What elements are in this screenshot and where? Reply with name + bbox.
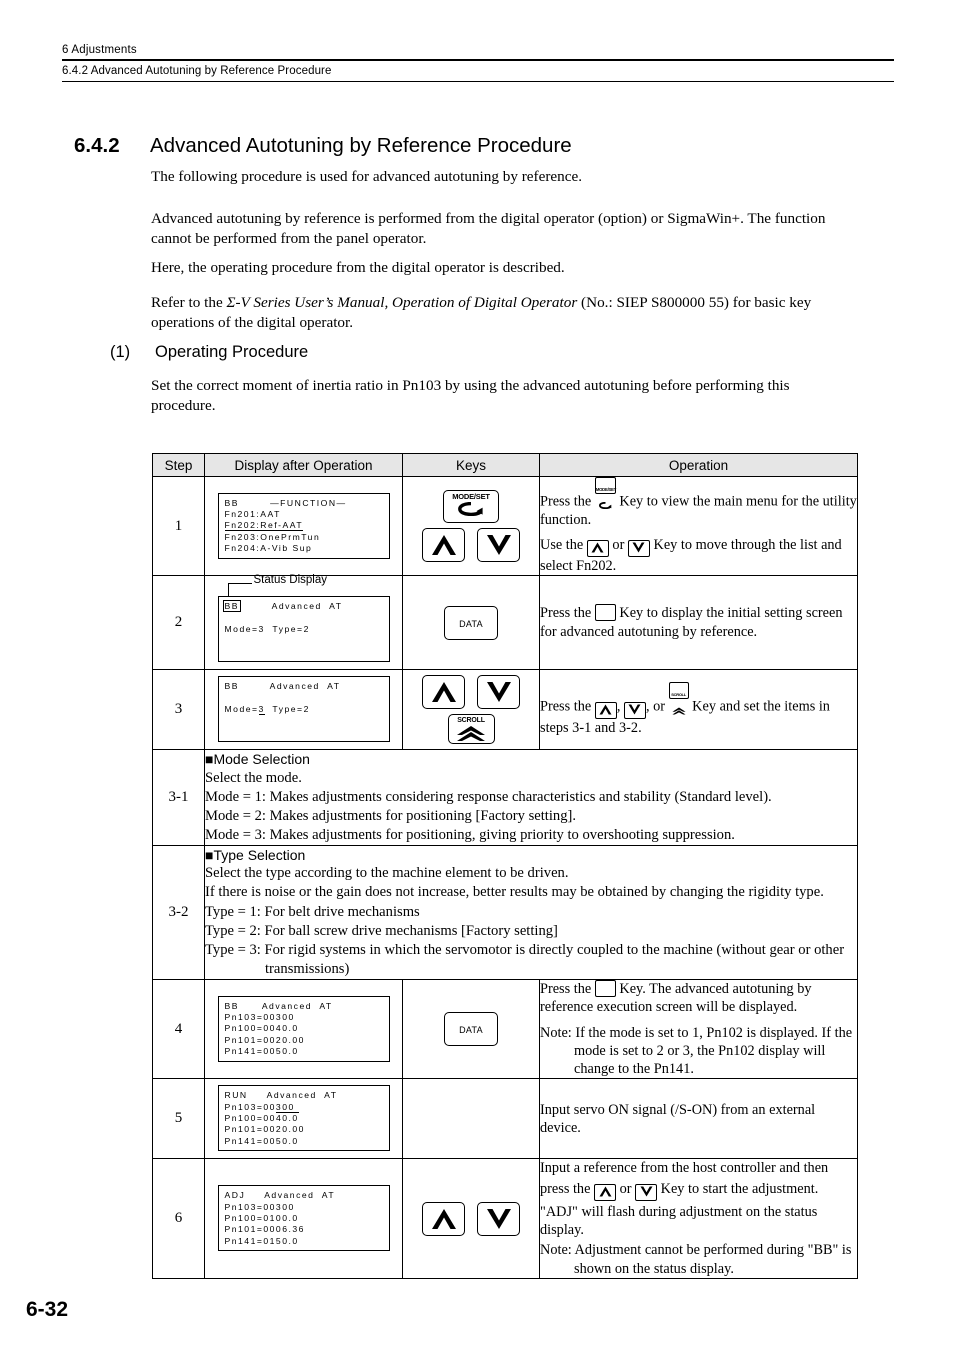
page-title-text: Advanced Autotuning by Reference Procedure xyxy=(150,134,572,157)
col-header-display: Display after Operation xyxy=(205,454,403,477)
ref-pre: Refer to the xyxy=(151,294,227,311)
op-text: or xyxy=(616,1180,636,1197)
lcd-line: Pn103=00300 xyxy=(224,1201,295,1212)
procedure-table xyxy=(152,453,858,1279)
mode-selection-line: Mode = 3: Makes adjustments for positioning, giving priority to overshooting suppression. xyxy=(205,826,735,843)
keys-cell-step4 xyxy=(403,979,540,1078)
data-key-label: DATA xyxy=(459,618,483,629)
op-text: Key to display the initial setting screen for advanced autotuning by reference. xyxy=(540,605,843,640)
lcd-line: Pn103=00300 xyxy=(224,1101,295,1112)
lcd-line: Pn101=0020.00 xyxy=(224,1034,305,1045)
lcd-line: Pn101=0020.00 xyxy=(224,1124,305,1135)
callout-label: Status Display xyxy=(253,574,328,587)
lcd-panel xyxy=(218,596,390,662)
lcd-marked-value: 40.0 xyxy=(275,1113,299,1124)
up-key[interactable] xyxy=(422,528,465,562)
mode-selection-line: Select the mode. xyxy=(205,769,302,786)
operation-note: Note: Adjustment cannot be performed during "BB" is shown on the status display. xyxy=(540,1242,852,1277)
keys-cell-step3 xyxy=(403,670,540,750)
down-key[interactable] xyxy=(477,1202,520,1236)
lcd-line-selected xyxy=(225,520,389,531)
callout-leader-horizontal xyxy=(228,583,252,584)
data-key-label: DATA xyxy=(459,1025,483,1036)
lcd-panel xyxy=(218,1185,390,1251)
operation-cell-step1 xyxy=(540,477,858,576)
display-cell-step1 xyxy=(205,477,403,576)
display-cell-step4 xyxy=(205,979,403,1078)
intro-paragraph-3: Here, the operating procedure from the digital operator is described. xyxy=(151,259,565,276)
data-key[interactable] xyxy=(444,1012,498,1046)
lcd-line: BB Advanced AT xyxy=(224,1000,333,1011)
intro-paragraph-4 xyxy=(151,293,857,333)
lcd-line: BB Advanced AT xyxy=(224,681,341,692)
subsection-text: Operating Procedure xyxy=(155,343,309,361)
keys-cell-step1 xyxy=(403,477,540,576)
scroll-key[interactable] xyxy=(448,714,495,744)
ref-post: (No.: SIEP S800000 55) for basic key operations of the digital operator. xyxy=(151,294,812,332)
lcd-line-mode: Mode=3 Type=2 xyxy=(224,703,310,714)
page-title-number: 6.4.2 xyxy=(74,134,120,157)
inline-up-key xyxy=(595,702,617,719)
step-number: 2 xyxy=(153,576,205,670)
down-key[interactable] xyxy=(477,675,520,709)
operation-cell-step6 xyxy=(540,1159,858,1278)
mode-set-key[interactable] xyxy=(443,490,499,523)
step-number: 3 xyxy=(153,670,205,750)
type-selection-title: ■Type Selection xyxy=(205,846,306,863)
mode-value: 3 xyxy=(258,703,265,714)
lcd-panel xyxy=(218,1085,390,1151)
down-key[interactable] xyxy=(477,528,520,562)
header-section: 6.4.2 Advanced Autotuning by Reference Procedure xyxy=(62,65,332,77)
lcd-line: RUN Advanced AT xyxy=(224,1090,338,1101)
page-number: 6-32 xyxy=(26,1298,69,1321)
operation-cell-step2 xyxy=(540,576,858,670)
intro-paragraph-2: Advanced autotuning by reference is performed from the digital operator (option) or SigmaWin+. The function cannot be performed from the panel operator. xyxy=(151,210,826,248)
operation-line xyxy=(540,682,857,737)
type-selection-line: Type = 1: For belt drive mechanisms xyxy=(205,903,420,920)
operation-cell-step4 xyxy=(540,979,858,1078)
up-key[interactable] xyxy=(422,675,465,709)
operation-line: Input a reference from the host controller and then xyxy=(540,1160,829,1177)
page-title xyxy=(74,134,874,158)
type-selection-line: Type = 2: For ball screw drive mechanisms [Factory setting] xyxy=(205,922,558,939)
lcd-panel xyxy=(218,996,390,1062)
chevron-up-icon xyxy=(431,681,457,703)
operation-line xyxy=(540,980,857,1017)
status-display-callout xyxy=(218,576,390,596)
operation-line xyxy=(540,536,857,575)
data-key[interactable] xyxy=(444,606,498,640)
lcd-line-rest: Advanced AT xyxy=(240,601,343,612)
op-text: Key to move through the list and select Fn202. xyxy=(540,536,842,574)
table-row xyxy=(153,979,858,1078)
lcd-line: Pn103=00300 xyxy=(224,1012,295,1023)
chevron-down-icon xyxy=(486,534,512,556)
callout-leader-vertical xyxy=(228,583,229,596)
chevron-down-icon xyxy=(486,681,512,703)
table-row xyxy=(153,750,858,846)
lcd-line: Fn203:OnePrmTun xyxy=(224,531,321,542)
table-row xyxy=(153,670,858,750)
lcd-line: ADJ Advanced AT xyxy=(224,1190,336,1201)
inline-scroll-key: SCROLL xyxy=(669,682,689,699)
op-text: or xyxy=(608,536,628,553)
key-row xyxy=(403,714,539,744)
chevron-up-icon xyxy=(431,534,457,556)
loop-arrow-icon xyxy=(458,503,484,520)
op-text: Key and set the items in steps 3-1 and 3-2. xyxy=(540,698,830,736)
lcd-panel xyxy=(218,676,390,742)
chevron-down-icon xyxy=(486,1208,512,1230)
step-number: 3-1 xyxy=(153,750,205,846)
table-row xyxy=(153,576,858,670)
lcd-line-blank xyxy=(225,693,389,704)
op-text: , or xyxy=(645,698,669,715)
inline-down-key xyxy=(624,702,646,719)
ref-manual-title: Σ-V Series User’s Manual, Operation of Digital Operator xyxy=(226,294,578,311)
lcd-line: Pn101=0006.36 xyxy=(224,1224,305,1235)
op-text: press the xyxy=(540,1180,594,1197)
inline-down-key xyxy=(628,540,650,557)
op-text: Press the xyxy=(540,605,595,622)
col-header-keys: Keys xyxy=(403,454,540,477)
inline-up-key xyxy=(594,1184,616,1201)
subsection-number: (1) xyxy=(110,343,131,361)
type-selection-block xyxy=(205,845,858,979)
mode-selection-line: Mode = 1: Makes adjustments considering response characteristics and stability (Standard level). xyxy=(205,788,772,805)
key-row xyxy=(403,490,539,523)
lcd-selected-text: Fn202:Ref-AAT xyxy=(224,520,304,531)
display-cell-step6 xyxy=(205,1159,403,1278)
key-row xyxy=(403,528,539,562)
step-number: 6 xyxy=(153,1159,205,1278)
display-cell-step3 xyxy=(205,670,403,750)
lcd-line: Pn141=0150.0 xyxy=(224,1235,299,1246)
op-text: Press the xyxy=(540,493,595,510)
lcd-line: Pn100=0040.0 xyxy=(224,1113,299,1124)
page-header xyxy=(62,44,894,82)
key-row xyxy=(403,675,539,709)
lcd-line: Mode=3 Type=2 xyxy=(224,623,310,634)
op-text: , xyxy=(616,698,624,715)
operation-cell-step3 xyxy=(540,670,858,750)
type-selection-line: If there is noise or the gain does not increase, better results may be obtained by changing the rigidity type. xyxy=(205,884,824,901)
inline-down-key xyxy=(635,1184,657,1201)
type-selection-line: Select the type according to the machine element to be driven. xyxy=(205,865,569,882)
operation-note: Note: If the mode is set to 1, Pn102 is displayed. If the mode is set to 2 or 3, the Pn102 display will change to the Pn141. xyxy=(540,1024,853,1078)
inline-up-key xyxy=(587,540,609,557)
mode-selection-title: ■Mode Selection xyxy=(205,751,310,768)
step-number: 5 xyxy=(153,1079,205,1159)
op-text: Key to start the adjustment. xyxy=(657,1180,819,1197)
double-chevron-up-icon xyxy=(456,729,486,746)
type-selection-line: Type = 3: For rigid systems in which the servomotor is directly coupled to the machine (without gear or other xyxy=(205,941,845,958)
chevron-up-icon xyxy=(431,1208,457,1230)
step-number: 3-2 xyxy=(153,845,205,979)
inline-data-key xyxy=(595,980,616,997)
op-text: Key. The advanced autotuning by reference execution screen will be displayed. xyxy=(540,980,812,1016)
subsection-title xyxy=(110,343,308,362)
mode-selection-line: Mode = 2: Makes adjustments for positioning [Factory setting]. xyxy=(205,807,577,824)
status-display-value: BB xyxy=(224,601,239,612)
scroll-key-label: SCROLL xyxy=(457,717,485,725)
lcd-line: Fn201:AAT xyxy=(224,508,281,519)
table-row xyxy=(153,477,858,576)
lcd-line xyxy=(225,601,389,612)
operation-line xyxy=(540,477,857,529)
table-header-row xyxy=(153,454,858,477)
op-text: Press the xyxy=(540,980,595,997)
lcd-line: Pn100=0040.0 xyxy=(224,1023,299,1034)
keys-cell-step2 xyxy=(403,576,540,670)
display-cell-step5 xyxy=(205,1079,403,1159)
op-text: Key to view the main menu for the utility function. xyxy=(540,493,857,528)
op-text: Use the xyxy=(540,536,587,553)
table-row xyxy=(153,1159,858,1278)
lcd-line-blank xyxy=(225,613,389,624)
operation-line xyxy=(540,1180,857,1201)
col-header-step: Step xyxy=(153,454,205,477)
col-header-operation: Operation xyxy=(540,454,858,477)
table-row xyxy=(153,1079,858,1159)
keys-cell-step6 xyxy=(403,1159,540,1278)
type-selection-line-continued: transmissions) xyxy=(265,960,350,977)
operation-line: "ADJ" will flash during adjustment on the status display. xyxy=(540,1203,818,1239)
mode-set-key-label: MODE/SET xyxy=(452,492,490,502)
header-chapter: 6 Adjustments xyxy=(62,44,137,56)
operation-cell-step5 xyxy=(540,1079,858,1159)
keys-cell-step5 xyxy=(403,1079,540,1159)
step-number: 4 xyxy=(153,979,205,1078)
operation-line: Input servo ON signal (/S-ON) from an external device. xyxy=(540,1101,816,1136)
intro-paragraph-1: The following procedure is used for advanced autotuning by reference. xyxy=(151,168,582,185)
up-key[interactable] xyxy=(422,1202,465,1236)
header-rule-thin xyxy=(62,81,894,82)
lcd-line: Pn100=0100.0 xyxy=(224,1212,299,1223)
inline-data-key xyxy=(595,604,616,621)
subsection-body: Set the correct moment of inertia ratio in Pn103 by using the advanced autotuning before performing this procedure. xyxy=(151,377,790,415)
inline-mode-set-key: MODE/SET xyxy=(595,477,616,494)
step-number: 1 xyxy=(153,477,205,576)
lcd-line: Fn204:A-Vib Sup xyxy=(224,542,313,553)
op-text: Press the xyxy=(540,698,595,715)
operation-line xyxy=(540,604,857,641)
lcd-panel xyxy=(218,493,390,559)
lcd-line: Pn141=0050.0 xyxy=(224,1135,299,1146)
lcd-line: BB —FUNCTION— xyxy=(224,497,347,508)
lcd-line: Pn141=0050.0 xyxy=(224,1046,299,1057)
table-row xyxy=(153,845,858,979)
display-cell-step2 xyxy=(205,576,403,670)
mode-selection-block xyxy=(205,750,858,846)
key-row xyxy=(403,1202,539,1236)
